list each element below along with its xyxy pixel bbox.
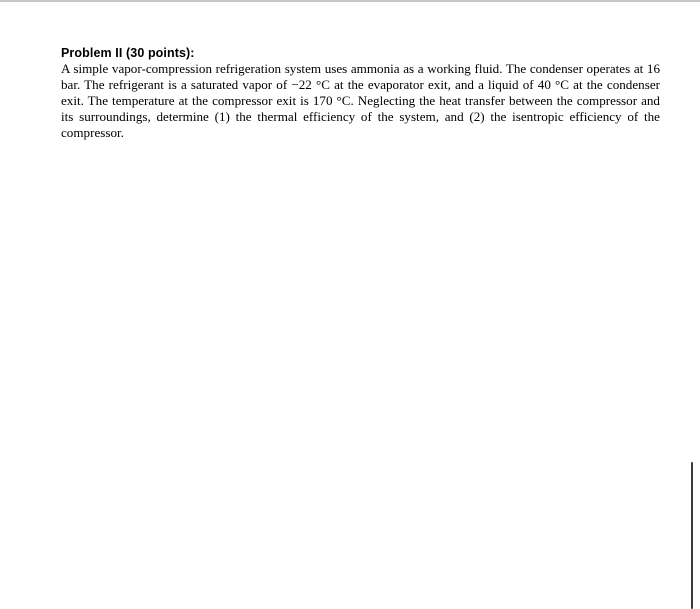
document-page — [0, 2, 700, 609]
problem-heading: Problem II (30 points): — [61, 46, 195, 60]
problem-statement — [61, 61, 660, 141]
problem-line: at 16 bar. The refrigerant is a saturated vapor of −22 °C at the evaporator exit, and a liquid of 40 °C at the — [61, 61, 661, 92]
problem-line: compressor and its surroundings, determine (1) the thermal efficiency of the system, and (2) the isentropic — [61, 92, 660, 124]
problem-line: condenser exit. The temperature at the compressor exit is 170 °C. Neglecting the heat transfer between the — [61, 76, 660, 108]
problem-line: A simple vapor-compression refrigeration system uses ammonia as a working fluid. The condenser operates — [61, 61, 631, 76]
problem-line: efficiency of the compressor. — [61, 108, 660, 140]
scrollbar-thumb[interactable] — [691, 462, 693, 609]
problem-block — [61, 45, 660, 141]
